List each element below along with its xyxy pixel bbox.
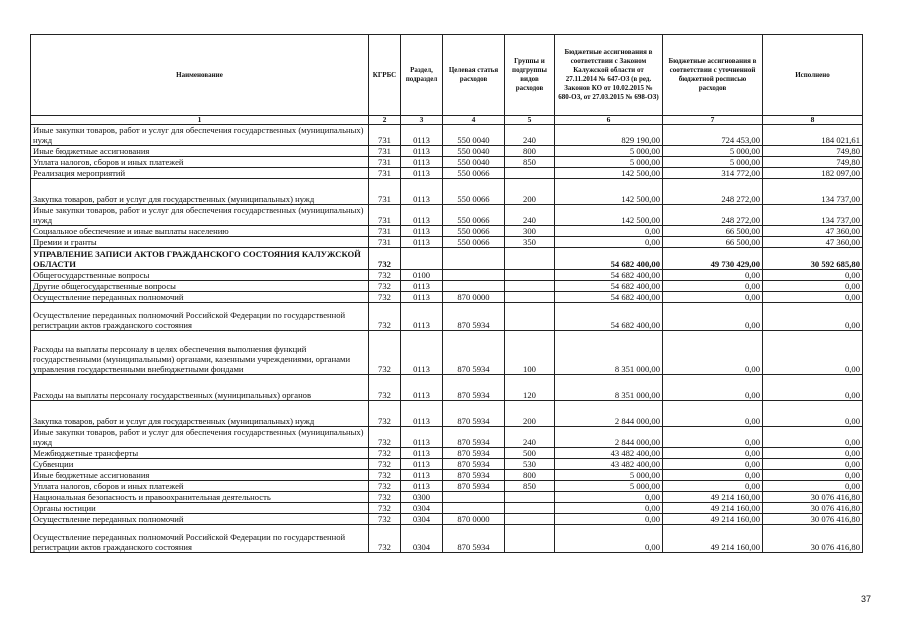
cell-section: 0304: [401, 503, 443, 514]
cell-section: 0304: [401, 525, 443, 553]
cell-refined: 66 500,00: [663, 226, 763, 237]
col-number: 3: [401, 116, 443, 125]
table-row: [31, 401, 863, 427]
cell-executed: 0,00: [763, 375, 863, 401]
cell-target: 550 0040: [443, 146, 505, 157]
col-number: 4: [443, 116, 505, 125]
cell-target: 870 5934: [443, 481, 505, 492]
cell-target: 870 0000: [443, 292, 505, 303]
cell-name: Национальная безопасность и правоохранительная деятельность: [31, 492, 369, 503]
cell-refined: 0,00: [663, 401, 763, 427]
cell-section: 0100: [401, 270, 443, 281]
cell-refined: 724 453,00: [663, 125, 763, 146]
cell-name: УПРАВЛЕНИЕ ЗАПИСИ АКТОВ ГРАЖДАНСКОГО СОСТОЯНИЯ КАЛУЖСКОЙ ОБЛАСТИ: [31, 248, 369, 270]
cell-law: 142 500,00: [555, 205, 663, 226]
table-row: [31, 525, 863, 553]
cell-section: 0113: [401, 303, 443, 331]
cell-law: 5 000,00: [555, 470, 663, 481]
cell-target: [443, 492, 505, 503]
cell-refined: 0,00: [663, 481, 763, 492]
header-kgrbs: КГРБС: [369, 35, 401, 116]
cell-refined: 49 214 160,00: [663, 503, 763, 514]
cell-group: 500: [505, 448, 555, 459]
cell-kgrbs: 732: [369, 525, 401, 553]
cell-name: Премии и гранты: [31, 237, 369, 248]
cell-kgrbs: 732: [369, 427, 401, 448]
cell-group: [505, 503, 555, 514]
budget-table: [30, 34, 863, 553]
cell-kgrbs: 731: [369, 146, 401, 157]
cell-law: 54 682 400,00: [555, 248, 663, 270]
cell-executed: 0,00: [763, 303, 863, 331]
cell-refined: 5 000,00: [663, 157, 763, 168]
cell-section: 0113: [401, 331, 443, 375]
cell-kgrbs: 731: [369, 179, 401, 205]
cell-kgrbs: 731: [369, 157, 401, 168]
cell-name: Закупка товаров, работ и услуг для государственных (муниципальных) нужд: [31, 179, 369, 205]
cell-law: 0,00: [555, 525, 663, 553]
cell-executed: 0,00: [763, 481, 863, 492]
cell-name: Реализация мероприятий: [31, 168, 369, 179]
cell-target: [443, 270, 505, 281]
header-executed: Исполнено: [763, 35, 863, 116]
cell-name: Общегосударственные вопросы: [31, 270, 369, 281]
cell-target: [443, 248, 505, 270]
cell-section: 0113: [401, 427, 443, 448]
cell-target: [443, 503, 505, 514]
cell-executed: 0,00: [763, 331, 863, 375]
column-number-row: [31, 116, 863, 125]
cell-group: 300: [505, 226, 555, 237]
cell-name: Межбюджетные трансферты: [31, 448, 369, 459]
cell-executed: 0,00: [763, 459, 863, 470]
cell-group: [505, 248, 555, 270]
cell-group: 800: [505, 470, 555, 481]
cell-section: 0113: [401, 281, 443, 292]
cell-name: Иные закупки товаров, работ и услуг для обеспечения государственных (муниципальных) нужд: [31, 427, 369, 448]
cell-executed: 749,80: [763, 157, 863, 168]
cell-target: 870 5934: [443, 427, 505, 448]
table-row: [31, 375, 863, 401]
table-row: [31, 237, 863, 248]
cell-kgrbs: 732: [369, 303, 401, 331]
cell-refined: 314 772,00: [663, 168, 763, 179]
cell-law: 43 482 400,00: [555, 459, 663, 470]
cell-kgrbs: 732: [369, 292, 401, 303]
col-number: 2: [369, 116, 401, 125]
cell-law: 5 000,00: [555, 157, 663, 168]
cell-refined: 0,00: [663, 448, 763, 459]
cell-group: [505, 281, 555, 292]
cell-group: 200: [505, 179, 555, 205]
cell-group: 800: [505, 146, 555, 157]
cell-executed: 0,00: [763, 448, 863, 459]
cell-section: 0300: [401, 492, 443, 503]
table-row: [31, 146, 863, 157]
cell-target: 870 5934: [443, 525, 505, 553]
col-number: 7: [663, 116, 763, 125]
cell-section: [401, 248, 443, 270]
table-row: [31, 303, 863, 331]
cell-refined: 0,00: [663, 459, 763, 470]
cell-section: 0113: [401, 237, 443, 248]
cell-target: 870 5934: [443, 470, 505, 481]
cell-section: 0304: [401, 514, 443, 525]
cell-name: Социальное обеспечение и иные выплаты населению: [31, 226, 369, 237]
cell-section: 0113: [401, 205, 443, 226]
cell-refined: 0,00: [663, 375, 763, 401]
cell-name: Иные бюджетные ассигнования: [31, 146, 369, 157]
cell-section: 0113: [401, 179, 443, 205]
cell-section: 0113: [401, 375, 443, 401]
cell-refined: 0,00: [663, 303, 763, 331]
cell-law: 2 844 000,00: [555, 401, 663, 427]
cell-target: 550 0066: [443, 168, 505, 179]
cell-executed: 134 737,00: [763, 179, 863, 205]
cell-target: 870 5934: [443, 331, 505, 375]
cell-group: [505, 525, 555, 553]
header-name: Наименование: [31, 35, 369, 116]
cell-group: [505, 303, 555, 331]
cell-target: 550 0040: [443, 157, 505, 168]
table-row: [31, 157, 863, 168]
cell-refined: 0,00: [663, 292, 763, 303]
cell-kgrbs: 732: [369, 331, 401, 375]
cell-refined: 5 000,00: [663, 146, 763, 157]
cell-executed: 0,00: [763, 281, 863, 292]
cell-kgrbs: 732: [369, 503, 401, 514]
cell-law: 829 190,00: [555, 125, 663, 146]
cell-law: 5 000,00: [555, 481, 663, 492]
cell-target: [443, 281, 505, 292]
table-row: [31, 248, 863, 270]
cell-refined: 49 214 160,00: [663, 492, 763, 503]
cell-group: [505, 514, 555, 525]
cell-target: 870 5934: [443, 303, 505, 331]
cell-section: 0113: [401, 146, 443, 157]
page-number: 37: [860, 594, 871, 604]
cell-law: 0,00: [555, 492, 663, 503]
table-row: [31, 331, 863, 375]
cell-refined: 66 500,00: [663, 237, 763, 248]
cell-name: Иные закупки товаров, работ и услуг для обеспечения государственных (муниципальных) нужд: [31, 205, 369, 226]
cell-group: [505, 270, 555, 281]
table-row: [31, 179, 863, 205]
header-row: [31, 35, 863, 116]
table-row: [31, 270, 863, 281]
cell-executed: 30 076 416,80: [763, 503, 863, 514]
cell-executed: 47 360,00: [763, 237, 863, 248]
cell-group: [505, 492, 555, 503]
cell-law: 142 500,00: [555, 179, 663, 205]
cell-section: 0113: [401, 481, 443, 492]
cell-executed: 0,00: [763, 427, 863, 448]
cell-refined: 0,00: [663, 427, 763, 448]
cell-target: 550 0066: [443, 205, 505, 226]
cell-executed: 30 076 416,80: [763, 514, 863, 525]
cell-target: 870 5934: [443, 375, 505, 401]
cell-executed: 184 021,61: [763, 125, 863, 146]
col-number: 5: [505, 116, 555, 125]
cell-group: 200: [505, 401, 555, 427]
table-row: [31, 427, 863, 448]
cell-kgrbs: 731: [369, 125, 401, 146]
cell-group: 120: [505, 375, 555, 401]
header-section: Раздел, подраздел: [401, 35, 443, 116]
cell-section: 0113: [401, 125, 443, 146]
cell-executed: 182 097,00: [763, 168, 863, 179]
cell-kgrbs: 732: [369, 492, 401, 503]
cell-kgrbs: 732: [369, 481, 401, 492]
cell-law: 0,00: [555, 226, 663, 237]
cell-section: 0113: [401, 292, 443, 303]
cell-group: 350: [505, 237, 555, 248]
cell-group: 530: [505, 459, 555, 470]
cell-section: 0113: [401, 448, 443, 459]
cell-executed: 749,80: [763, 146, 863, 157]
cell-group: [505, 168, 555, 179]
cell-group: 850: [505, 481, 555, 492]
cell-name: Расходы на выплаты персоналу государственных (муниципальных) органов: [31, 375, 369, 401]
table-row: [31, 168, 863, 179]
table-row: [31, 205, 863, 226]
table-row: [31, 514, 863, 525]
cell-law: 142 500,00: [555, 168, 663, 179]
cell-section: 0113: [401, 168, 443, 179]
cell-law: 2 844 000,00: [555, 427, 663, 448]
cell-target: 550 0066: [443, 179, 505, 205]
cell-section: 0113: [401, 401, 443, 427]
col-number: 1: [31, 116, 369, 125]
cell-target: 870 5934: [443, 448, 505, 459]
col-number: 6: [555, 116, 663, 125]
cell-target: 550 0040: [443, 125, 505, 146]
cell-kgrbs: 731: [369, 226, 401, 237]
col-number: 8: [763, 116, 863, 125]
cell-name: Закупка товаров, работ и услуг для государственных (муниципальных) нужд: [31, 401, 369, 427]
cell-kgrbs: 732: [369, 281, 401, 292]
cell-name: Иные закупки товаров, работ и услуг для обеспечения государственных (муниципальных) нужд: [31, 125, 369, 146]
cell-kgrbs: 732: [369, 375, 401, 401]
cell-refined: 0,00: [663, 281, 763, 292]
cell-refined: 0,00: [663, 331, 763, 375]
cell-kgrbs: 731: [369, 205, 401, 226]
cell-name: Уплата налогов, сборов и иных платежей: [31, 157, 369, 168]
table-row: [31, 492, 863, 503]
cell-section: 0113: [401, 157, 443, 168]
budget-sheet: [30, 34, 862, 553]
table-row: [31, 281, 863, 292]
cell-name: Органы юстиции: [31, 503, 369, 514]
table-body: [31, 125, 863, 553]
cell-group: 850: [505, 157, 555, 168]
cell-section: 0113: [401, 470, 443, 481]
cell-law: 43 482 400,00: [555, 448, 663, 459]
cell-name: Расходы на выплаты персоналу в целях обеспечения выполнения функций государственными (муниципальными) органами, казенными учреждениями, органами управления государственными внебюджетными фондами: [31, 331, 369, 375]
table-row: [31, 448, 863, 459]
cell-law: 54 682 400,00: [555, 303, 663, 331]
cell-target: 870 5934: [443, 459, 505, 470]
header-target: Целевая статья расходов: [443, 35, 505, 116]
table-row: [31, 125, 863, 146]
cell-name: Иные бюджетные ассигнования: [31, 470, 369, 481]
cell-refined: 248 272,00: [663, 205, 763, 226]
header-law: Бюджетные ассигнования в соответствии с Законом Калужской области от 27.11.2014 № 647-ОЗ (в ред. Законов КО от 10.02.2015 № 680-ОЗ, от 27.03.2015 № 698-ОЗ): [555, 35, 663, 116]
cell-kgrbs: 731: [369, 168, 401, 179]
table-row: [31, 481, 863, 492]
cell-target: 550 0066: [443, 237, 505, 248]
cell-kgrbs: 732: [369, 514, 401, 525]
cell-law: 0,00: [555, 514, 663, 525]
cell-law: 54 682 400,00: [555, 292, 663, 303]
cell-executed: 0,00: [763, 401, 863, 427]
table-row: [31, 226, 863, 237]
cell-target: 550 0066: [443, 226, 505, 237]
cell-group: 240: [505, 427, 555, 448]
cell-law: 8 351 000,00: [555, 375, 663, 401]
cell-refined: 49 214 160,00: [663, 514, 763, 525]
cell-executed: 134 737,00: [763, 205, 863, 226]
cell-executed: 30 076 416,80: [763, 492, 863, 503]
table-row: [31, 292, 863, 303]
cell-name: Осуществление переданных полномочий: [31, 514, 369, 525]
cell-section: 0113: [401, 226, 443, 237]
cell-law: 5 000,00: [555, 146, 663, 157]
cell-law: 54 682 400,00: [555, 281, 663, 292]
cell-executed: 0,00: [763, 270, 863, 281]
table-row: [31, 470, 863, 481]
cell-refined: 49 214 160,00: [663, 525, 763, 553]
cell-executed: 30 076 416,80: [763, 525, 863, 553]
cell-group: 240: [505, 125, 555, 146]
cell-kgrbs: 732: [369, 401, 401, 427]
cell-target: 870 5934: [443, 401, 505, 427]
header-refined: Бюджетные ассигнования в соответствии с уточненной бюджетной росписью расходов: [663, 35, 763, 116]
cell-law: 0,00: [555, 237, 663, 248]
table-row: [31, 459, 863, 470]
header-group: Группы и подгруппы видов расходов: [505, 35, 555, 116]
cell-kgrbs: 732: [369, 459, 401, 470]
cell-executed: 47 360,00: [763, 226, 863, 237]
cell-target: 870 0000: [443, 514, 505, 525]
cell-refined: 0,00: [663, 270, 763, 281]
cell-name: Осуществление переданных полномочий Российской Федерации по государственной регистрации актов гражданского состояния: [31, 303, 369, 331]
cell-law: 54 682 400,00: [555, 270, 663, 281]
cell-name: Субвенции: [31, 459, 369, 470]
cell-section: 0113: [401, 459, 443, 470]
cell-kgrbs: 732: [369, 448, 401, 459]
cell-refined: 49 730 429,00: [663, 248, 763, 270]
cell-executed: 0,00: [763, 470, 863, 481]
cell-law: 0,00: [555, 503, 663, 514]
cell-group: 240: [505, 205, 555, 226]
cell-executed: 30 592 685,80: [763, 248, 863, 270]
cell-refined: 248 272,00: [663, 179, 763, 205]
cell-group: [505, 292, 555, 303]
cell-name: Осуществление переданных полномочий: [31, 292, 369, 303]
cell-law: 8 351 000,00: [555, 331, 663, 375]
cell-refined: 0,00: [663, 470, 763, 481]
cell-name: Осуществление переданных полномочий Российской Федерации по государственной регистрации актов гражданского состояния: [31, 525, 369, 553]
cell-name: Другие общегосударственные вопросы: [31, 281, 369, 292]
cell-kgrbs: 731: [369, 237, 401, 248]
cell-name: Уплата налогов, сборов и иных платежей: [31, 481, 369, 492]
cell-kgrbs: 732: [369, 470, 401, 481]
table-row: [31, 503, 863, 514]
cell-kgrbs: 732: [369, 270, 401, 281]
cell-group: 100: [505, 331, 555, 375]
cell-executed: 0,00: [763, 292, 863, 303]
cell-kgrbs: 732: [369, 248, 401, 270]
